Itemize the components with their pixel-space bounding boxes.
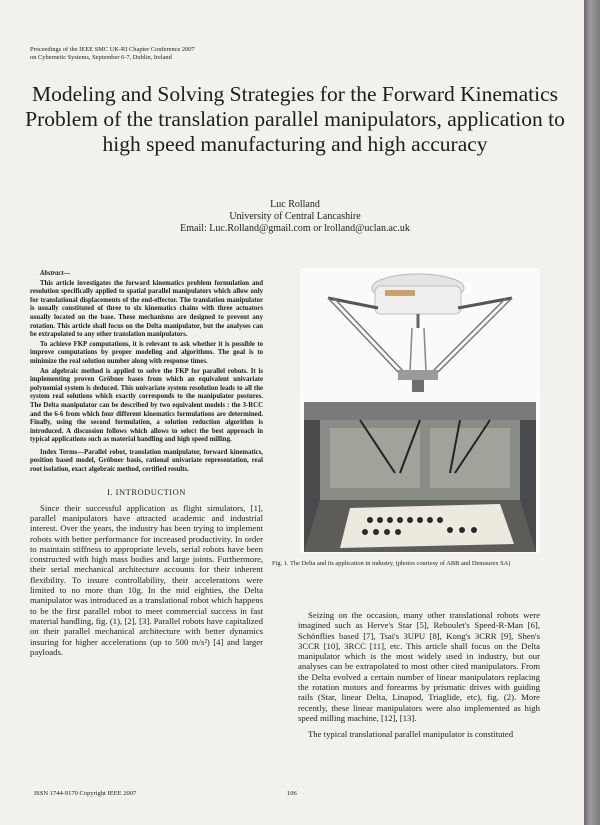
author-block bbox=[20, 199, 570, 235]
intro-paragraph-1: Since their successful application as flight simulators, [1], parallel manipulators have attracted academic and industrial interest. Over the years, the industry has been trying to implement robots with better performance for increased productivity. In order to maintain stiffness to appropriate levels, serial robots have been constructed with high mass bodies and large joints. Furthermore, their serial mechanical architecture accounts for their inherent flexibility. To insure controllability, their accelerations were limited to no more than 10g. In the mid eighties, the Delta manipulator was introduced as a translational robot which happens to be the first parallel robot to meet commercial success in fast material handling, fig. (1), [2], [3]. Parallel robots have capitalized on their parallel mechanical architecture with better dynamics insuring for higher accelerations (up to 500 m/s²) [4] and larger payloads. bbox=[30, 502, 263, 657]
author-name: Luc Rolland bbox=[270, 199, 320, 210]
paper-title: Modeling and Solving Strategies for the Forward Kinematics Problem of the translation parallel manipulators, application to high speed manufacturing and high accuracy bbox=[25, 82, 565, 156]
delta-robot-illustration bbox=[300, 268, 540, 553]
footer-page-number: 106 bbox=[287, 790, 297, 797]
abstract-paragraph-2: To achieve FKP computations, it is relevant to ask whether it is possible to improve computations by proper modeling and algorithms. The goal is to minimize the real solution number along with response times. bbox=[30, 340, 263, 365]
page-edge-shadow bbox=[584, 0, 600, 825]
proceedings-line-2: on Cybernetic Systems, September 6-7, Dublin, Ireland bbox=[30, 54, 172, 61]
index-terms: Index Terms—Parallel robot, translation manipulator, forward kinematics, position based model, Gröbner basis, rational univariate representation, real root isolation, exact algebraic method, certified results. bbox=[30, 448, 263, 474]
footer-issn: ISSN 1744-9170 Copyright IEEE 2007 bbox=[34, 790, 137, 797]
abstract-label: Abstract— bbox=[40, 270, 71, 277]
proceedings-header bbox=[30, 46, 330, 62]
intro-paragraph-3: The typical translational parallel manipulator is constituted bbox=[308, 729, 514, 740]
right-column bbox=[298, 610, 540, 746]
figure-1-photos bbox=[300, 268, 540, 553]
left-column bbox=[30, 270, 263, 657]
proceedings-line-1: Proceedings of the IEEE SMC UK-RI Chapter Conference 2007 bbox=[30, 46, 195, 53]
figure-1-caption: Fig. 1. The Delta and its application in industry, (photos courtesy of ABB and Demaurex SA) bbox=[272, 560, 511, 567]
section-heading-introduction: I. INTRODUCTION bbox=[107, 486, 186, 497]
abstract bbox=[30, 270, 263, 445]
abstract-paragraph-1: This article investigates the forward kinematics problem formulation and resolution specifically applied to spatial parallel manipulators which allow only for translational displacements of the end-effector. The translation manipulator is usually constituted of three to six kinematics chains with three actuators usually located on the base. These mechanisms are designed to prevent any rotation. This article shall focus on the Delta manipulator, but the analyses can be extrapolated to any other translation manipulators. bbox=[30, 279, 263, 339]
author-affiliation: University of Central Lancashire bbox=[229, 211, 361, 222]
abstract-paragraph-3: An algebraic method is applied to solve the FKP for parallel robots. It is implementing proven Gröbner bases from which an equivalent univariate polynomial system is deduced. This univariate system resolution leads to all the system real solutions which exactly corresponds to the manipulator postures. The Delta manipulator can be described by two equivalent models : the 3-RCC and the 6-6 from which four different kinematics formulations are determined. Finally, using the second formulation, a solution reduction algorithm is introduced. A discussion follows which allows to select the best approach in typical applications such as material handling and high speed milling. bbox=[30, 367, 263, 444]
intro-paragraph-2: Seizing on the occasion, many other translational robots were imagined such as Herve's Star [5], Reboulet's Speed-R-Man [6], Schönflies based [7], Tsai's 3UPU [8], Kong's 3CRR [9], Shen's 3CCR [10], 3RCC [11], etc. This article shall focus on the Delta manipulator which is the most widely used in industry, but our analyses can be extrapolated to most other cited manipulators. From the Delta evolved a certain number of linear manipulators replacing the rotation motors and forearms by prismatic drives with guiding rails (Star, linear Delta, Linapod, Triaglide, etc), fig. (2). More recently, these linear manipulators were also implemented as high speed milling machine, [12], [13]. bbox=[298, 610, 540, 723]
author-email: Email: Luc.Rolland@gmail.com or lrolland@uclan.ac.uk bbox=[180, 223, 410, 234]
